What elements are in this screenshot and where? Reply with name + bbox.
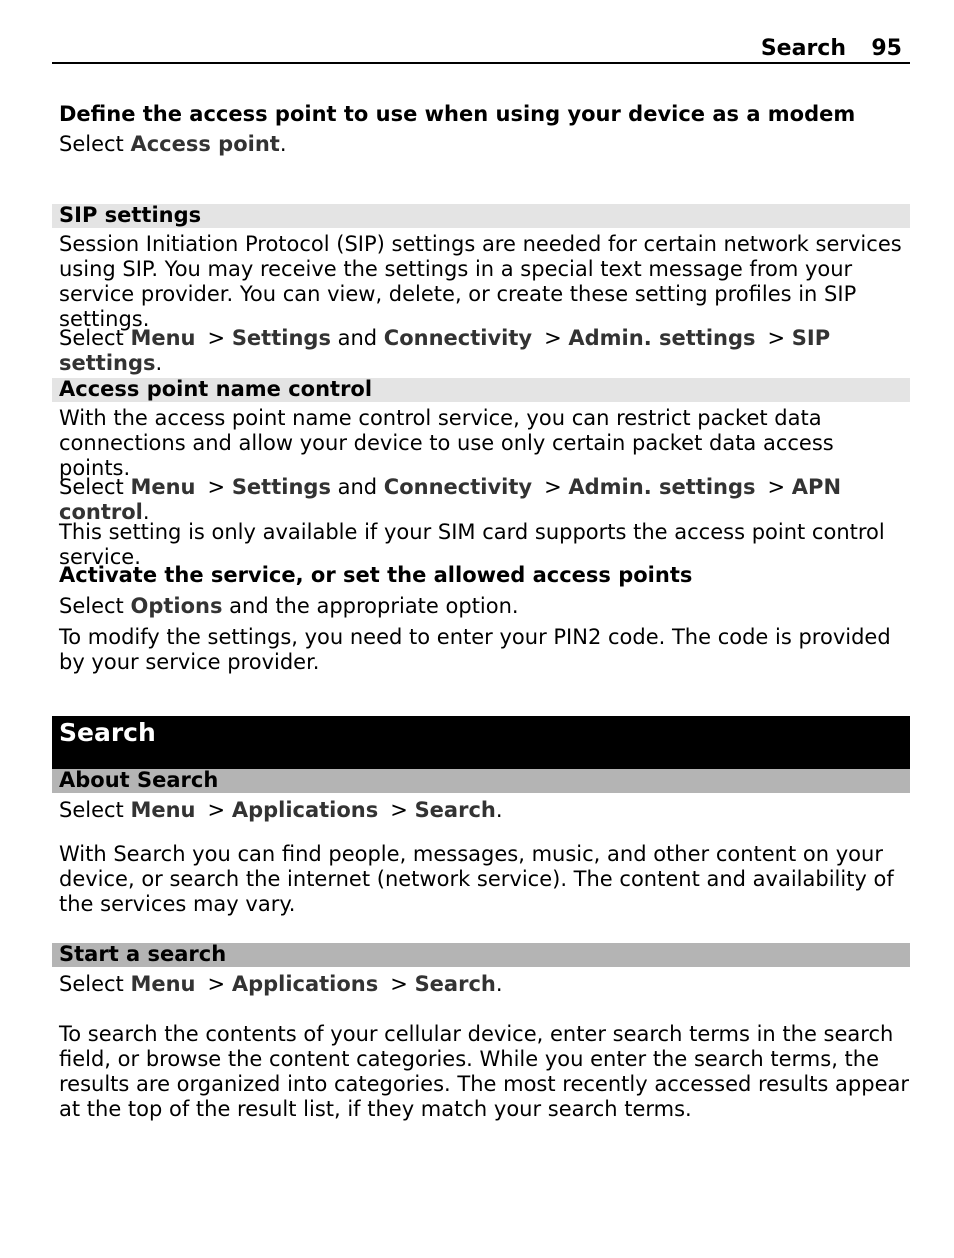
start-search-menu-path: Select Menu > Applications > Search. bbox=[59, 972, 503, 996]
apn-note: This setting is only available if your SIM card supports the access point control service. bbox=[59, 520, 885, 569]
apn-pin-paragraph: To modify the settings, you need to enter your PIN2 code. The code is provided by your service provider. bbox=[59, 625, 891, 674]
apn-options-line: Select Options and the appropriate option. bbox=[59, 594, 519, 618]
section-bar-start-search bbox=[52, 943, 910, 967]
section-bar-sip bbox=[52, 204, 910, 228]
section-title-about-search: About Search bbox=[59, 768, 219, 792]
apn-menu-path: Select Menu > Settings and Connectivity > Admin. settings > APN control. bbox=[59, 475, 842, 524]
section-title-start-search: Start a search bbox=[59, 942, 227, 966]
header-section-title: Search bbox=[760, 36, 846, 61]
apn-paragraph: With the access point name control service, you can restrict packet data connections and allow your device to use only certain packet data access points. bbox=[59, 406, 834, 480]
about-search-paragraph: With Search you can find people, messages, music, and other content on your device, or search the internet (network service). The content and availability of the services may vary. bbox=[59, 842, 894, 916]
modem-select-line: Select Access point. bbox=[59, 132, 287, 156]
modem-heading: Define the access point to use when using your device as a modem bbox=[59, 102, 856, 126]
chapter-title: Search bbox=[59, 718, 156, 747]
page-number: 95 bbox=[871, 36, 902, 61]
section-bar-about-search bbox=[52, 769, 910, 793]
section-title-apn: Access point name control bbox=[59, 377, 373, 401]
sip-paragraph: Session Initiation Protocol (SIP) settings are needed for certain network services using SIP. You may receive the settings in a special text message from your service provider. You can view, delete, or create these setting profiles in SIP settings. bbox=[59, 232, 902, 331]
options-item: Options bbox=[130, 594, 223, 618]
section-title-sip: SIP settings bbox=[59, 203, 202, 227]
sip-menu-path: Select Menu > Settings and Connectivity > Admin. settings > SIP settings. bbox=[59, 326, 831, 375]
access-point-item: Access point bbox=[130, 132, 280, 156]
start-search-paragraph: To search the contents of your cellular device, enter search terms in the search field, or browse the content categories. While you enter the search terms, the results are organized into categories. The most recently accessed results appear at the top of the result list, if they match your search terms. bbox=[59, 1022, 909, 1121]
apn-subheading: Activate the service, or set the allowed access points bbox=[59, 563, 693, 587]
section-bar-apn bbox=[52, 378, 910, 402]
about-search-menu-path: Select Menu > Applications > Search. bbox=[59, 798, 503, 822]
running-header bbox=[52, 36, 910, 64]
chapter-bar-search bbox=[52, 716, 910, 769]
